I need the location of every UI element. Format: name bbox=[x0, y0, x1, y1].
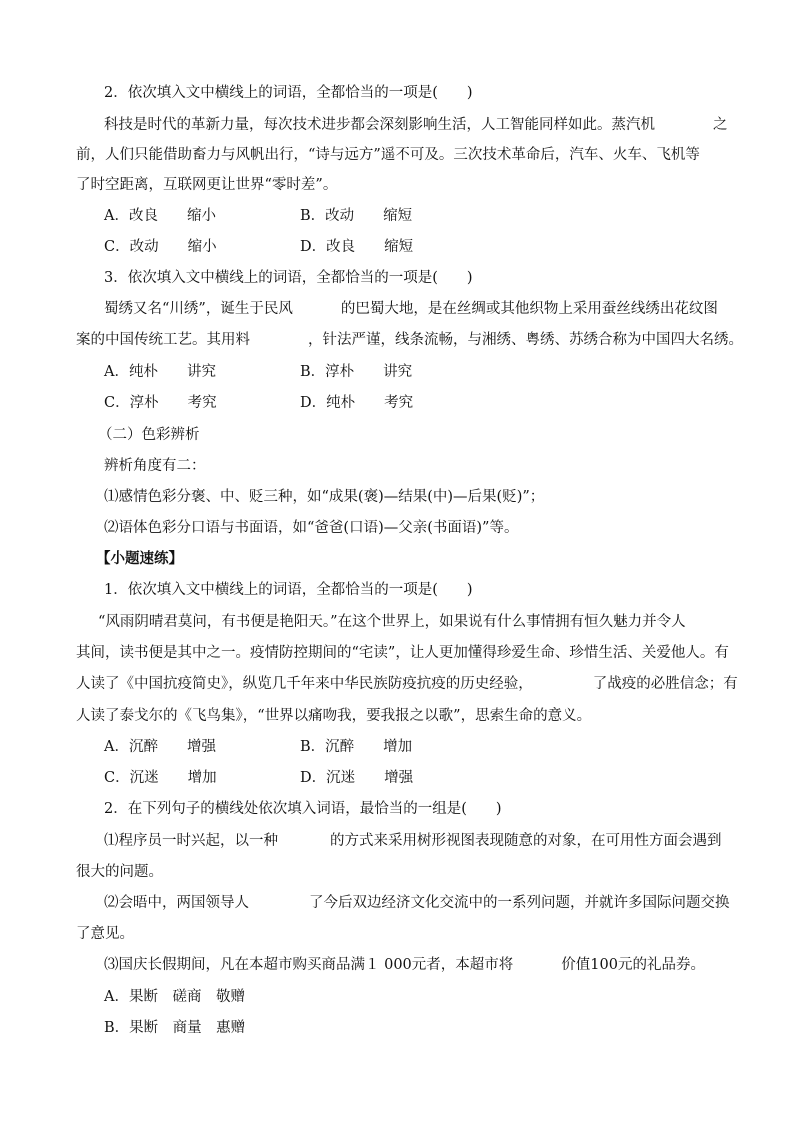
option-a: A．果断 磋商 敬赠 bbox=[104, 989, 245, 1005]
drill-question-1-stem: 1．依次填入文中横线上的词语，全都恰当的一项是( ) bbox=[104, 582, 473, 598]
option-d: D．改良 缩短 bbox=[300, 239, 414, 255]
sentence-text: 了今后双边经济文化交流中的一系列问题，并就许多国际问题交换 bbox=[309, 895, 730, 911]
drill-question-2-stem: 2．在下列句子的横线处依次填入词语，最恰当的一组是( ) bbox=[104, 801, 502, 817]
option-b: B．沉醉 增加 bbox=[300, 739, 413, 755]
option-a: A．沉醉 增强 bbox=[104, 739, 216, 755]
passage-text: ，针法严谨，线条流畅，与湘绣、粤绣、苏绣合称为中国四大名绣。 bbox=[308, 332, 743, 348]
sentence-text: 价值100元的礼品券。 bbox=[561, 957, 705, 973]
option-b: B．改动 缩短 bbox=[300, 208, 413, 224]
question-3-passage-line bbox=[76, 330, 743, 350]
sentence-text: ⑵会晤中，两国领导人 bbox=[104, 895, 249, 911]
option-c: C．沉迷 增加 bbox=[104, 770, 217, 786]
option-a: A．改良 缩小 bbox=[104, 208, 216, 224]
passage-text: 之 bbox=[713, 117, 728, 133]
option-c: C．淳朴 考究 bbox=[104, 395, 217, 411]
sentence-2 bbox=[104, 893, 730, 913]
option-b: B．果断 商量 惠赠 bbox=[104, 1020, 246, 1036]
sentence-text: ⑴程序员一时兴起，以一种 bbox=[104, 833, 278, 849]
analysis-point-1: ⑴感情色彩分褒、中、贬三种，如“成果(褒)—结果(中)—后果(贬)”； bbox=[104, 489, 545, 505]
drill-question-1-passage-line: 其间，读书便是其中之一。疫情防控期间的“宅读”，让人更加懂得珍爱生命、珍惜生活、关爱他人。有 bbox=[76, 645, 729, 661]
question-3-stem: 3．依次填入文中横线上的词语，全都恰当的一项是( ) bbox=[104, 270, 473, 286]
sentence-1 bbox=[104, 831, 722, 851]
question-2-passage-line: 了时空距离，互联网更让世界“零时差”。 bbox=[76, 177, 338, 193]
option-a: A．纯朴 讲究 bbox=[104, 364, 216, 380]
passage-text: 科技是时代的革新力量，每次技术进步都会深刻影响生活，人工智能同样如此。蒸汽机 bbox=[104, 117, 655, 133]
passage-text: 人读了《中国抗疫简史》，纵览几千年来中华民族防疫抗疫的历史经验， bbox=[76, 676, 533, 692]
option-c: C．改动 缩小 bbox=[104, 239, 217, 255]
passage-text: 了战疫的必胜信念；有 bbox=[592, 676, 738, 692]
drill-question-1-passage-line: “风雨阴晴君莫问，有书便是艳阳天。”在这个世界上，如果说有什么事情拥有恒久魅力并令人 bbox=[98, 614, 686, 630]
question-2-passage-line: 前，人们只能借助畜力与风帆出行，“诗与远方”遥不可及。三次技术革命后，汽车、火车、飞机等 bbox=[76, 147, 700, 163]
sentence-1-continued: 很大的问题。 bbox=[76, 864, 163, 880]
sentence-2-continued: 了意见。 bbox=[76, 926, 134, 942]
question-2-passage-line bbox=[104, 115, 728, 135]
question-2-stem: 2．依次填入文中横线上的词语，全都恰当的一项是( ) bbox=[104, 85, 473, 101]
option-d: D．纯朴 考究 bbox=[300, 395, 414, 411]
passage-text: 案的中国传统工艺。其用料 bbox=[76, 332, 250, 348]
question-3-passage-line bbox=[104, 299, 718, 319]
option-d: D．沉迷 增强 bbox=[300, 770, 414, 786]
sentence-text: ⑶国庆长假期间，凡在本超市购买商品满１ 000元者，本超市将 bbox=[104, 957, 514, 973]
drill-question-1-passage-line bbox=[76, 674, 738, 694]
sentence-text: 的方式来采用树形视图表现随意的对象，在可用性方面会遇到 bbox=[330, 833, 722, 849]
section-heading: （二）色彩辨析 bbox=[98, 427, 200, 443]
option-b: B．淳朴 讲究 bbox=[300, 364, 413, 380]
drill-label: 【小题速练】 bbox=[96, 550, 183, 567]
passage-text: 的巴蜀大地，是在丝绸或其他织物上采用蚕丝线绣出花纹图 bbox=[340, 301, 718, 317]
section-intro: 辨析角度有二： bbox=[104, 458, 206, 474]
analysis-point-2: ⑵语体色彩分口语与书面语，如“爸爸(口语)—父亲(书面语)”等。 bbox=[104, 520, 519, 536]
sentence-3 bbox=[104, 955, 705, 975]
passage-text: 蜀绣又名“川绣”，诞生于民风 bbox=[104, 301, 293, 317]
drill-question-1-passage-line: 人读了泰戈尔的《飞鸟集》，“世界以痛吻我，要我报之以歌”，思索生命的意义。 bbox=[76, 708, 592, 724]
